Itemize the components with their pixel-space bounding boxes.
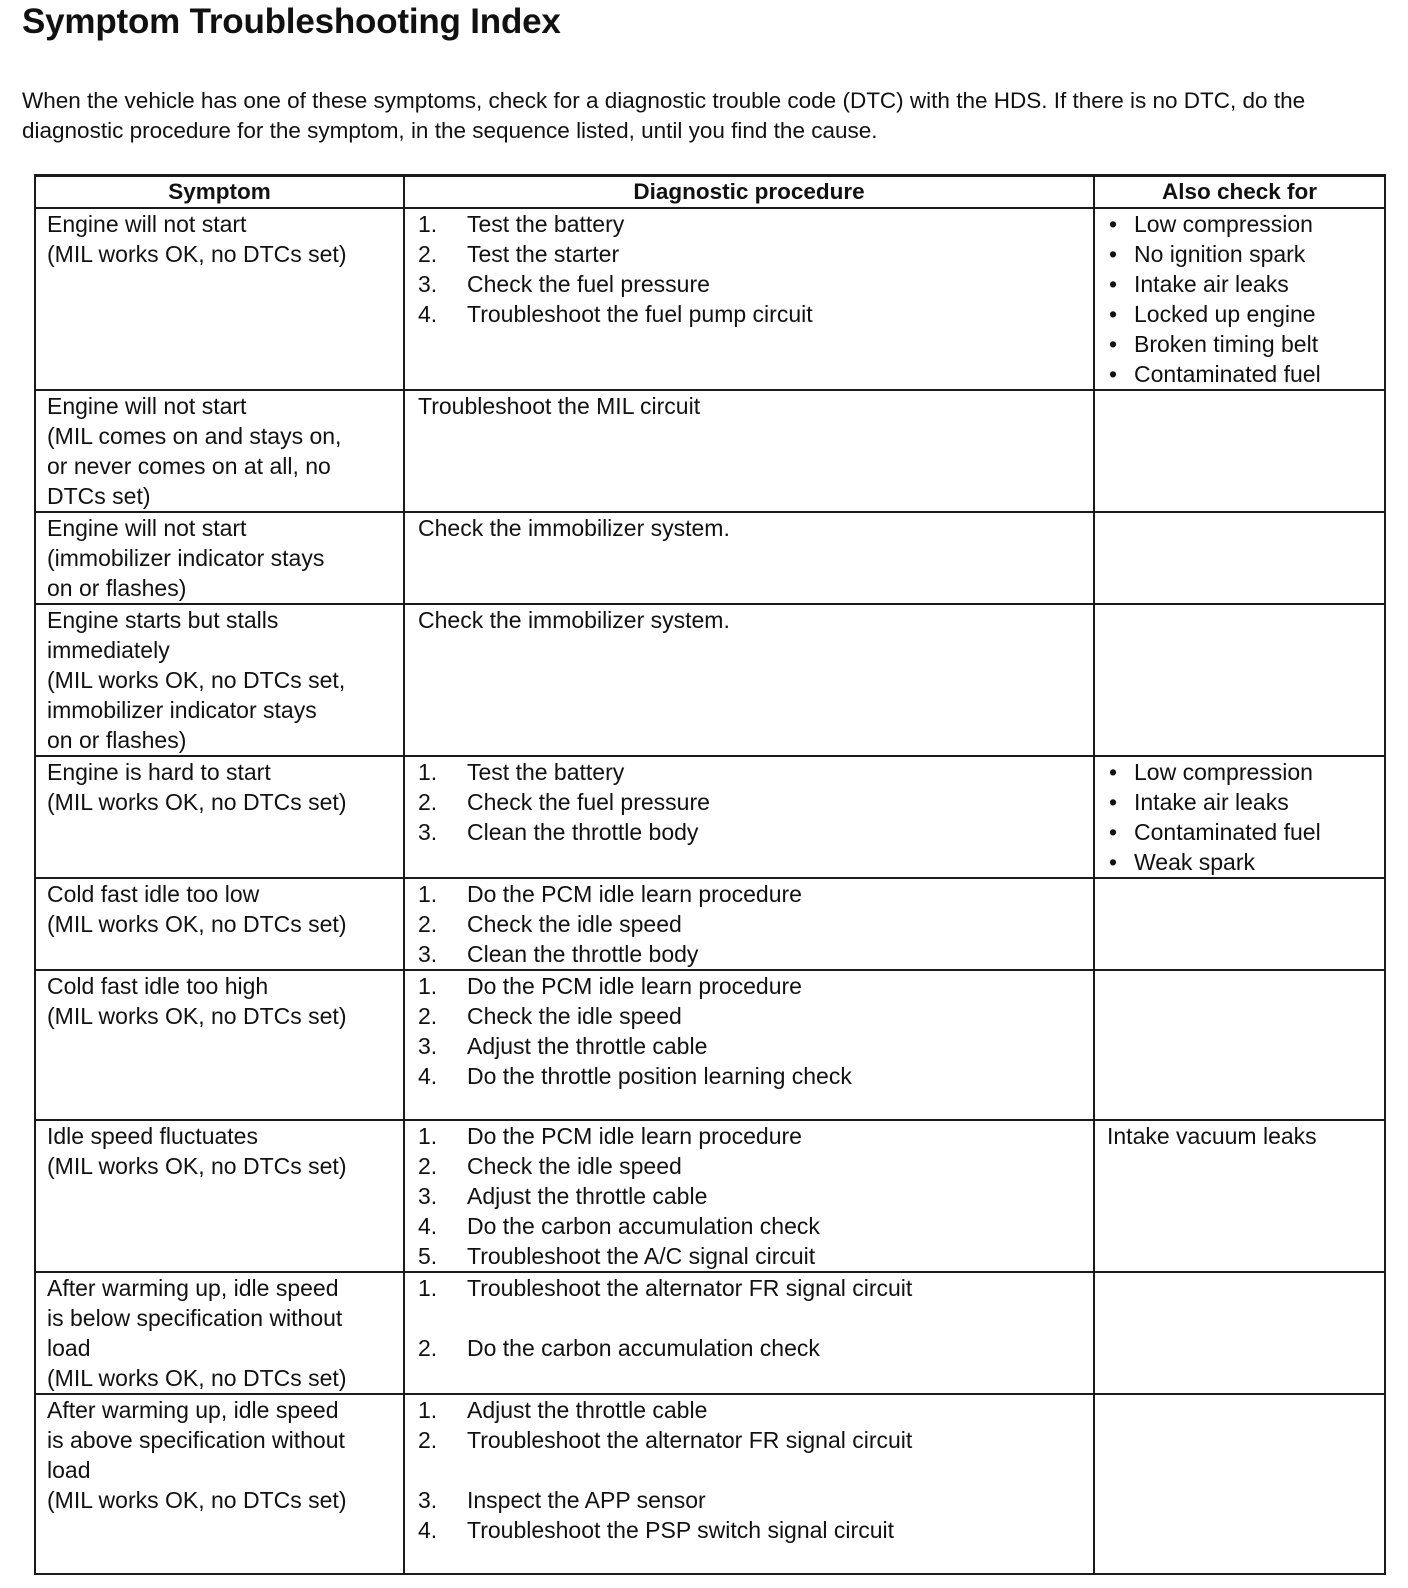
symptom-cell (35, 390, 404, 512)
procedure-step (418, 209, 1093, 239)
table-row (35, 756, 1385, 878)
intro-paragraph: When the vehicle has one of these symptoms, check for a diagnostic trouble code (DTC) with the HDS. If there is no DTC, do the diagnostic procedure for the symptom, in the sequence listed, until you find the cause. (22, 88, 1306, 143)
step-text: Do the PCM idle learn procedure (467, 881, 802, 907)
procedure-step (418, 1061, 1093, 1091)
header-also-check-for: Also check for (1094, 176, 1385, 209)
step-spacer (418, 1455, 1093, 1485)
also-check-cell (1094, 756, 1385, 878)
symptom-line: (MIL works OK, no DTCs set, (47, 667, 346, 693)
procedure-cell (404, 1394, 1094, 1574)
step-number: 3. (418, 941, 438, 967)
procedure-steps (418, 1121, 1093, 1271)
table-row (35, 208, 1385, 390)
procedure-cell (404, 512, 1094, 604)
step-text: Adjust the throttle cable (467, 1033, 708, 1059)
symptom-cell (35, 512, 404, 604)
also-check-item: • Intake air leaks (1107, 787, 1384, 817)
symptom-line: is above specification without (47, 1427, 345, 1453)
step-number: 2. (418, 789, 438, 815)
procedure-step (418, 299, 1093, 329)
symptom-cell (35, 970, 404, 1120)
procedure-cell (404, 756, 1094, 878)
procedure-step (418, 1515, 1093, 1545)
procedure-step (418, 1485, 1093, 1515)
procedure-cell (404, 604, 1094, 756)
step-number: 4. (418, 301, 438, 327)
table-row (35, 1120, 1385, 1272)
step-number: 3. (418, 1183, 438, 1209)
symptom-line: load (47, 1457, 91, 1483)
step-number: 4. (418, 1063, 438, 1089)
procedure-step (418, 1181, 1093, 1211)
step-text: Do the carbon accumulation check (467, 1335, 820, 1361)
step-text: Do the PCM idle learn procedure (467, 1123, 802, 1149)
step-text: Check the fuel pressure (467, 789, 710, 815)
symptom-line: (MIL works OK, no DTCs set) (47, 1003, 347, 1029)
symptom-line: Engine is hard to start (47, 759, 271, 785)
step-number: 1. (418, 1397, 438, 1423)
procedure-step (418, 1031, 1093, 1061)
step-text: Adjust the throttle cable (467, 1183, 708, 1209)
also-check-item: • Contaminated fuel (1107, 359, 1384, 389)
symptom-line: on or flashes) (47, 575, 187, 601)
procedure-steps (418, 1273, 1093, 1363)
symptom-cell (35, 1272, 404, 1394)
step-number: 2. (418, 1427, 438, 1453)
table-row (35, 1394, 1385, 1574)
step-number: 2. (418, 1003, 438, 1029)
procedure-cell (404, 878, 1094, 970)
symptom-line: Cold fast idle too high (47, 973, 269, 999)
procedure-step (418, 269, 1093, 299)
step-text: Troubleshoot the PSP switch signal circuit (467, 1517, 894, 1543)
symptom-line: immobilizer indicator stays (47, 697, 317, 723)
also-check-cell (1094, 1120, 1385, 1272)
procedure-step (418, 1001, 1093, 1031)
symptom-line: Idle speed fluctuates (47, 1123, 258, 1149)
step-number: 1. (418, 759, 438, 785)
step-text: Troubleshoot the A/C signal circuit (467, 1243, 816, 1269)
also-check-item: • Low compression (1107, 209, 1384, 239)
also-check-cell (1094, 970, 1385, 1120)
also-check-cell (1094, 878, 1385, 970)
procedure-text: Check the immobilizer system. (418, 607, 730, 633)
symptom-line: or never comes on at all, no (47, 453, 331, 479)
header-symptom: Symptom (35, 176, 404, 209)
symptom-line: (MIL works OK, no DTCs set) (47, 1153, 347, 1179)
procedure-step (418, 1395, 1093, 1425)
table-row (35, 390, 1385, 512)
step-text: Troubleshoot the fuel pump circuit (467, 301, 813, 327)
symptom-line: is below specification without (47, 1305, 343, 1331)
table-row (35, 1272, 1385, 1394)
procedure-step (418, 239, 1093, 269)
step-text: Do the carbon accumulation check (467, 1213, 820, 1239)
procedure-cell (404, 390, 1094, 512)
also-check-item: • Weak spark (1107, 847, 1384, 877)
step-text: Inspect the APP sensor (467, 1487, 706, 1513)
procedure-steps (418, 971, 1093, 1091)
procedure-steps (418, 1395, 1093, 1545)
procedure-step (418, 1273, 1093, 1303)
procedure-steps (418, 209, 1093, 329)
also-check-list (1107, 209, 1384, 389)
page-title: Symptom Troubleshooting Index (22, 2, 561, 41)
also-check-cell (1094, 604, 1385, 756)
symptom-line: (immobilizer indicator stays (47, 545, 325, 571)
symptom-line: (MIL works OK, no DTCs set) (47, 1365, 347, 1391)
table-header-row (35, 176, 1385, 209)
step-text: Check the idle speed (467, 1153, 682, 1179)
symptom-line: immediately (47, 637, 170, 663)
also-check-cell (1094, 208, 1385, 390)
procedure-cell (404, 208, 1094, 390)
symptom-line: After warming up, idle speed (47, 1275, 339, 1301)
also-check-item: • Low compression (1107, 757, 1384, 787)
step-number: 2. (418, 1335, 438, 1361)
also-check-item: • Broken timing belt (1107, 329, 1384, 359)
step-text: Clean the throttle body (467, 941, 699, 967)
header-diagnostic-procedure: Diagnostic procedure (404, 176, 1094, 209)
step-text: Troubleshoot the alternator FR signal circuit (467, 1427, 913, 1453)
procedure-cell (404, 970, 1094, 1120)
step-number: 1. (418, 973, 438, 999)
step-text: Troubleshoot the alternator FR signal circuit (467, 1275, 913, 1301)
step-number: 1. (418, 1275, 438, 1301)
procedure-step (418, 879, 1093, 909)
also-check-text: Intake vacuum leaks (1107, 1123, 1317, 1149)
step-number: 3. (418, 271, 438, 297)
symptom-line: (MIL works OK, no DTCs set) (47, 1487, 347, 1513)
also-check-cell (1094, 1394, 1385, 1574)
procedure-step (418, 1425, 1093, 1455)
also-check-item: • Contaminated fuel (1107, 817, 1384, 847)
step-number: 3. (418, 819, 438, 845)
also-check-cell (1094, 512, 1385, 604)
step-text: Adjust the throttle cable (467, 1397, 708, 1423)
symptom-line: Cold fast idle too low (47, 881, 260, 907)
procedure-steps (418, 757, 1093, 847)
procedure-steps (418, 879, 1093, 969)
step-number: 5. (418, 1243, 438, 1269)
procedure-cell (404, 1120, 1094, 1272)
step-spacer (418, 1303, 1093, 1333)
procedure-step (418, 909, 1093, 939)
step-text: Check the fuel pressure (467, 271, 710, 297)
procedure-step (418, 971, 1093, 1001)
step-number: 4. (418, 1517, 438, 1543)
step-number: 1. (418, 211, 438, 237)
step-text: Test the battery (467, 211, 625, 237)
procedure-step (418, 1211, 1093, 1241)
step-text: Check the idle speed (467, 911, 682, 937)
procedure-step (418, 1333, 1093, 1363)
procedure-step (418, 817, 1093, 847)
table-row (35, 878, 1385, 970)
symptom-line: DTCs set) (47, 483, 151, 509)
symptom-cell (35, 1394, 404, 1574)
step-number: 3. (418, 1487, 438, 1513)
procedure-step (418, 1121, 1093, 1151)
procedure-step (418, 757, 1093, 787)
procedure-cell (404, 1272, 1094, 1394)
procedure-step (418, 1151, 1093, 1181)
procedure-step (418, 939, 1093, 969)
step-number: 1. (418, 881, 438, 907)
also-check-list (1107, 757, 1384, 877)
symptom-cell (35, 1120, 404, 1272)
symptom-cell (35, 208, 404, 390)
symptom-line: load (47, 1335, 91, 1361)
symptom-line: Engine starts but stalls (47, 607, 279, 633)
step-text: Do the PCM idle learn procedure (467, 973, 802, 999)
table-row (35, 970, 1385, 1120)
symptom-line: (MIL works OK, no DTCs set) (47, 911, 347, 937)
step-number: 2. (418, 1153, 438, 1179)
step-text: Clean the throttle body (467, 819, 699, 845)
symptom-line: Engine will not start (47, 211, 247, 237)
also-check-item: • Intake air leaks (1107, 269, 1384, 299)
symptom-line: After warming up, idle speed (47, 1397, 339, 1423)
also-check-item: • Locked up engine (1107, 299, 1384, 329)
step-text: Check the idle speed (467, 1003, 682, 1029)
also-check-cell (1094, 1272, 1385, 1394)
table-row (35, 512, 1385, 604)
symptom-line: Engine will not start (47, 515, 247, 541)
step-number: 3. (418, 1033, 438, 1059)
step-number: 4. (418, 1213, 438, 1239)
step-text: Test the battery (467, 759, 625, 785)
symptom-line: (MIL comes on and stays on, (47, 423, 342, 449)
symptom-line: Engine will not start (47, 393, 247, 419)
symptom-cell (35, 878, 404, 970)
procedure-step (418, 787, 1093, 817)
symptom-line: (MIL works OK, no DTCs set) (47, 789, 347, 815)
symptom-table (34, 174, 1386, 1575)
procedure-text: Troubleshoot the MIL circuit (418, 393, 701, 419)
symptom-cell (35, 756, 404, 878)
also-check-cell (1094, 390, 1385, 512)
also-check-item: • No ignition spark (1107, 239, 1384, 269)
symptom-line: (MIL works OK, no DTCs set) (47, 241, 347, 267)
step-number: 2. (418, 241, 438, 267)
procedure-text: Check the immobilizer system. (418, 515, 730, 541)
step-text: Do the throttle position learning check (467, 1063, 852, 1089)
symptom-cell (35, 604, 404, 756)
symptom-line: on or flashes) (47, 727, 187, 753)
table-row (35, 604, 1385, 756)
step-text: Test the starter (467, 241, 620, 267)
step-number: 2. (418, 911, 438, 937)
procedure-step (418, 1241, 1093, 1271)
step-number: 1. (418, 1123, 438, 1149)
